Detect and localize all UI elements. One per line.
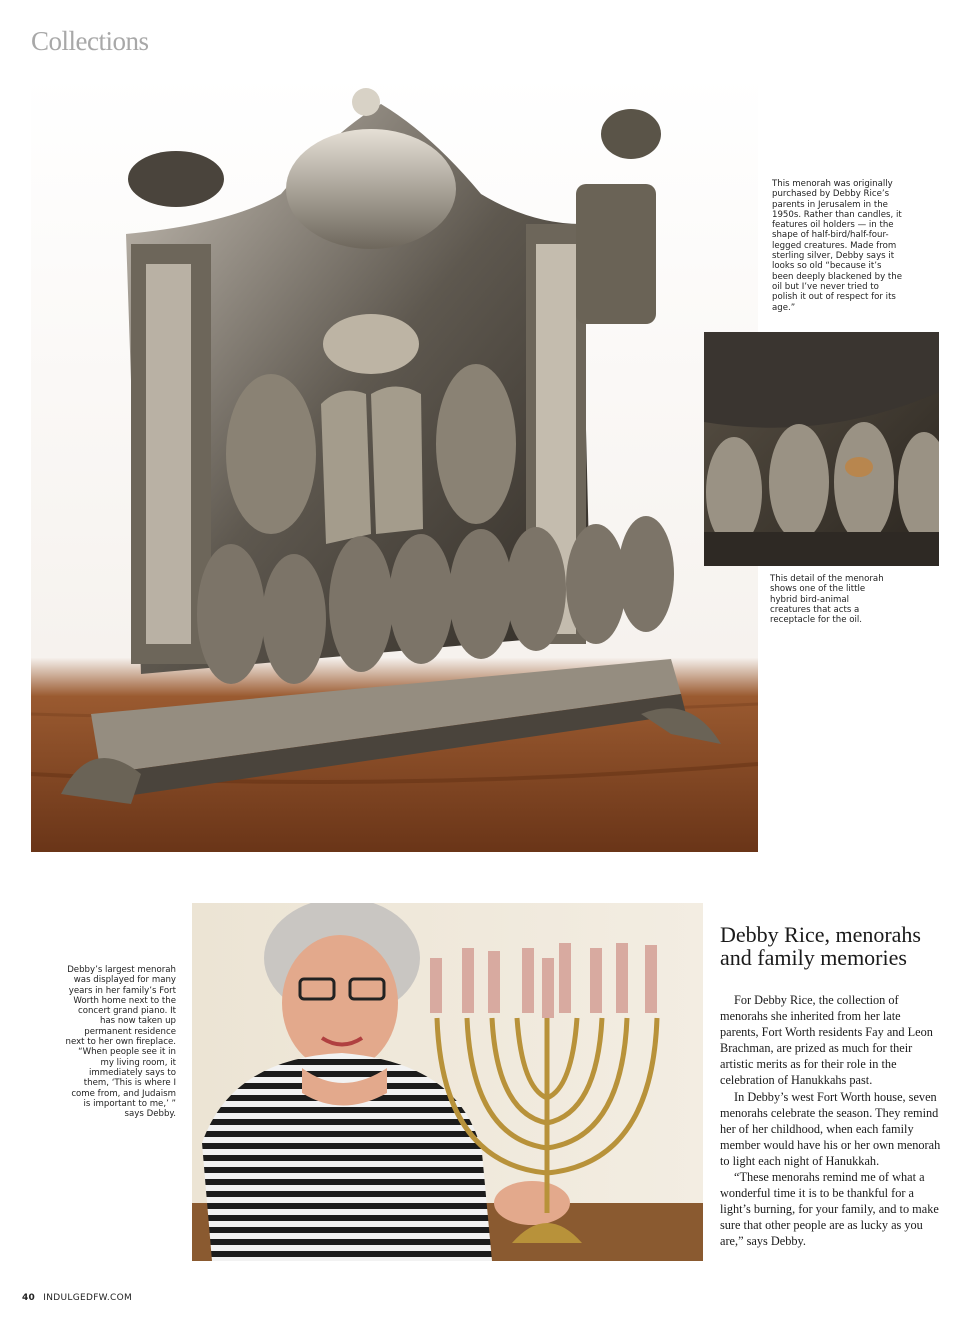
page-footer — [22, 1293, 132, 1303]
detail-caption: This detail of the menorah shows one of the little hybrid bird-animal creatures that acts a receptacle for the oil. — [770, 574, 884, 626]
menorah-detail-photo — [704, 332, 939, 566]
article-body — [720, 992, 942, 1250]
article-paragraph: In Debby’s west Fort Worth house, seven menorahs celebrate the season. They remind her of her childhood, when each family member would have his or her own menorah to light each night of Hanukkah. — [720, 1089, 941, 1168]
site-url: INDULGEDFW.COM — [43, 1293, 133, 1303]
portrait-photo — [192, 903, 703, 1261]
page-number: 40 — [22, 1293, 36, 1303]
menorah-caption: This menorah was originally purchased by Debby Rice’s parents in Jerusalem in the 1950s. Rather than candles, it features oil holders — in the shape of half-bird/half-four-legged creatures. Made from sterling silver, Debby says it looks so old “because it’s been deeply blackened by the oil but I’ve never tried to polish it out of respect for its age.” — [772, 179, 902, 313]
section-title: Collections — [31, 26, 149, 56]
article-title: Debby Rice, menorahs and family memories — [720, 922, 921, 970]
menorah-photo — [31, 74, 758, 852]
article-paragraph: For Debby Rice, the collection of menorahs she inherited from her late parents, Fort Worth residents Fay and Leon Brachman, are prized as much for their artistic merits as for their role in the celebration of Hanukkahs past. — [720, 993, 933, 1088]
article-paragraph: “These menorahs remind me of what a wonderful time it is to be thankful for a light’s burning, for your family, and to make sure that other people are as lucky as you are,” says Debby. — [720, 1170, 939, 1249]
portrait-caption: Debby’s largest menorah was displayed for many years in her family’s Fort Worth home next to the concert grand piano. It has now taken up permanent residence next to her own fireplace. “When people see it in my living room, it immediately says to them, ‘This is where I come from, and Judaism is important to me,’ ” says Debby. — [65, 965, 176, 1120]
